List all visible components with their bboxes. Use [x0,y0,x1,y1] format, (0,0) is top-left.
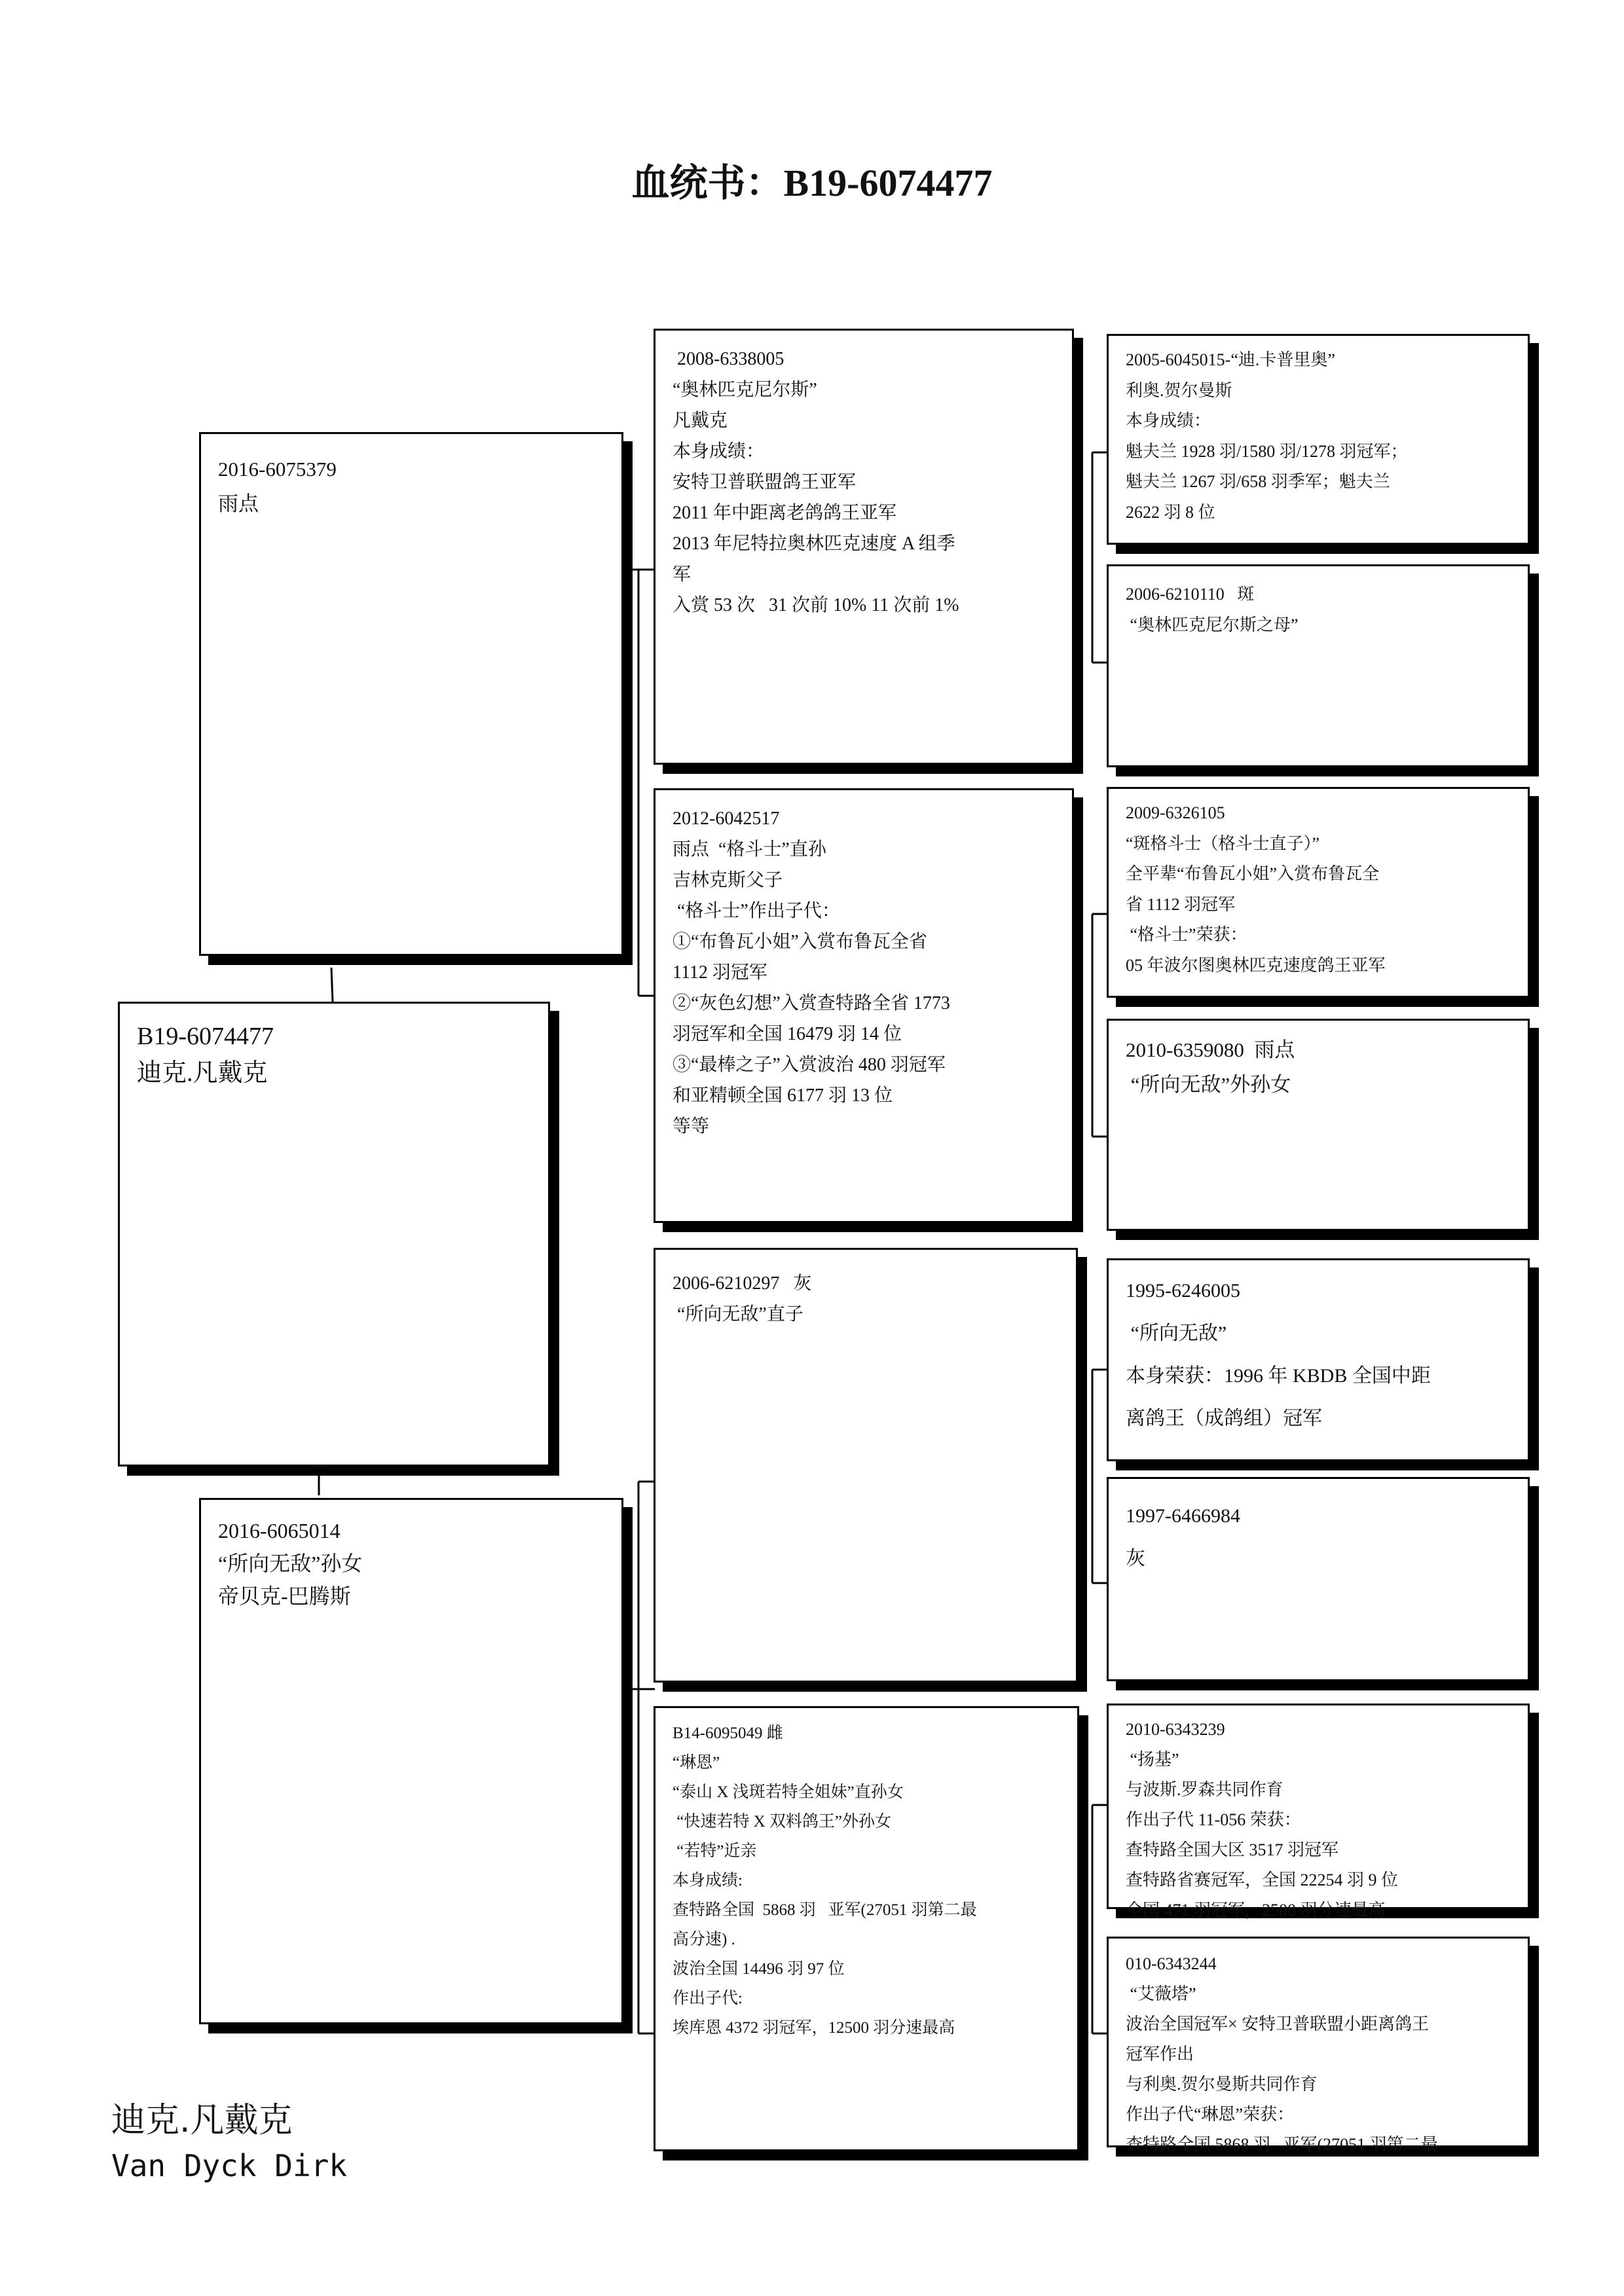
text-line: “格斗士”作出子代： [673,901,840,921]
text-line: 作出子代 11-056 荣获： [1126,1810,1301,1829]
text-line: “所向无敌”外孙女 [1126,1073,1291,1096]
text-line: 和亚精顿全国 6177 羽 13 位 [673,1085,893,1106]
dam-dam-sire-box [1107,1704,1530,1920]
sire-color: 雨点 [218,492,259,515]
text-line: 010-6343244 [1126,1954,1217,1973]
text-line: 与波斯.罗森共同作育 [1126,1780,1283,1799]
text-line: 魁夫兰 1928 羽/1580 羽/1278 羽冠军； [1126,441,1408,461]
text-line: 2008-6338005 [673,349,784,369]
breeder-signature [111,2096,347,2187]
dam-sire-sire-box [1107,1258,1530,1461]
text-line: 埃库恩 4372 羽冠军，12500 羽分速最高 [673,2019,955,2037]
page-title: 血统书：B19-6074477 [631,162,993,204]
dam-sire-dam-box [1107,1477,1530,1681]
text-line: 羽冠军和全国 16479 羽 14 位 [673,1024,902,1044]
text-line: “若特”近亲 [673,1842,757,1860]
text-line: 安特卫普联盟鸽王亚军 [673,472,857,492]
text-line: 等等 [673,1116,710,1137]
text-line: 2013 年尼特拉奥林匹克速度 A 组季 [673,534,955,554]
dam-sire-box [654,1248,1078,1683]
dam-ring: 2016-6065014 [218,1519,341,1542]
text-line: 冠军作出 [1126,2045,1194,2064]
text-line: “扬基” [1126,1750,1179,1769]
text-line: 凡戴克 [673,410,728,431]
subject-owner: 迪克.凡戴克 [137,1059,268,1087]
text-line: 本身荣获：1996 年 KBDB 全国中距 [1126,1365,1431,1387]
text-line: 作出子代: [673,1990,743,2007]
text-line: “奥林匹克尼尔斯” [673,380,817,400]
text-line: 本身成绩: [673,1872,743,1889]
text-line: 波治全国冠军× 安特卫普联盟小距离鸽王 [1126,2014,1430,2033]
text-line: 查特路全国 5868 羽 亚军(27051 羽第二最 [1126,2135,1438,2154]
sire-dam-box [654,788,1074,1223]
dam-box [199,1498,623,2024]
text-line: 2006-6210297 灰 [673,1273,812,1294]
text-line: 离鸽王（成鸽组）冠军 [1126,1408,1322,1429]
text-line: “艾薇塔” [1126,1984,1196,2003]
sire-ring: 2016-6075379 [218,458,337,481]
dam-breeder: 帝贝克-巴腾斯 [218,1584,351,1608]
text-line: ③“最棒之子”入赏波治 480 羽冠军 [673,1055,946,1075]
breeder-name-cn: 迪克.凡戴克 [111,2101,293,2140]
text-line: 灰 [1126,1548,1145,1569]
text-line: 2012-6042517 [673,809,780,829]
text-line: “所向无敌” [1126,1322,1227,1344]
sire-box [199,432,623,956]
sire-sire-dam-box [1107,564,1530,767]
text-line: 2622 羽 8 位 [1126,502,1215,522]
text-line: 全平辈“布鲁瓦小姐”入赏布鲁瓦全 [1126,864,1380,883]
text-line: 查特路省赛冠军，全国 22254 羽 9 位 [1126,1870,1399,1889]
text-line: “斑格斗士（格斗士直子）” [1126,833,1320,853]
text-line: 波治全国 14496 羽 97 位 [673,1960,845,1978]
text-line: 与利奥.贺尔曼斯共同作育 [1126,2075,1318,2094]
text-line: 作出子代“琳恩”荣获： [1126,2105,1295,2124]
text-line: 吉林克斯父子 [673,870,783,890]
text-line: B14-6095049 雌 [673,1724,783,1742]
text-line: 2011 年中距离老鸽鸽王亚军 [673,503,896,523]
text-line: 省 1112 羽冠军 [1126,894,1236,914]
text-line: 1995-6246005 [1126,1280,1240,1302]
text-line: 本身成绩： [1126,411,1211,430]
text-line: 查特路全国大区 3517 羽冠军 [1126,1840,1339,1859]
text-line: 利奥.贺尔曼斯 [1126,380,1232,400]
text-line: “格斗士”荣获： [1126,925,1247,944]
text-line: 查特路全国 5868 羽 亚军(27051 羽第二最 [673,1901,977,1919]
text-line: 2010-6359080 雨点 [1126,1038,1295,1061]
text-line: ②“灰色幻想”入赏查特路全省 1773 [673,993,950,1013]
text-line: 雨点 “格斗士”直孙 [673,839,826,860]
text-line: “所向无敌”直子 [673,1304,803,1324]
text-line: 1112 羽冠军 [673,962,767,983]
text-line: 全国 471 羽冠军，2500 羽分速最高 [1126,1901,1386,1920]
sire-dam-sire-box [1107,787,1530,998]
text-line: “琳恩” [673,1754,720,1772]
text-line: “泰山 X 浅斑若特全姐妹”直孙女 [673,1783,904,1801]
text-line: 魁夫兰 1267 羽/658 羽季军；魁夫兰 [1126,472,1390,491]
sire-sire-box [654,329,1074,765]
text-line: 2009-6326105 [1126,803,1225,822]
text-line: 2006-6210110 斑 [1126,585,1255,604]
text-line: 2010-6343239 [1126,1720,1225,1739]
sire-sire-sire-box [1107,334,1530,545]
dam-desc: “所向无敌”孙女 [218,1552,363,1575]
subject-box [118,1002,550,1467]
text-line: 入赏 53 次 31 次前 10% 11 次前 1% [673,595,959,615]
text-line: 1997-6466984 [1126,1505,1240,1527]
dam-dam-box [654,1706,1079,2151]
breeder-name-en: Van Dyck Dirk [111,2148,348,2183]
text-line: 2005-6045015-“迪.卡普里奥” [1126,350,1335,369]
dam-dam-dam-box [1107,1937,1530,2154]
text-line: 本身成绩： [673,441,765,462]
text-line: ①“布鲁瓦小姐”入赏布鲁瓦全省 [673,932,927,952]
text-line: “快速若特 X 双料鸽王”外孙女 [673,1813,891,1831]
text-line: 军 [673,564,692,585]
sire-dam-dam-box [1107,1019,1530,1231]
text-line: 高分速) . [673,1931,735,1948]
text-line: “奥林匹克尼尔斯之母” [1126,615,1299,634]
text-line: 05 年波尔图奥林匹克速度鸽王亚军 [1126,955,1386,975]
subject-ring: B19-6074477 [137,1023,274,1050]
